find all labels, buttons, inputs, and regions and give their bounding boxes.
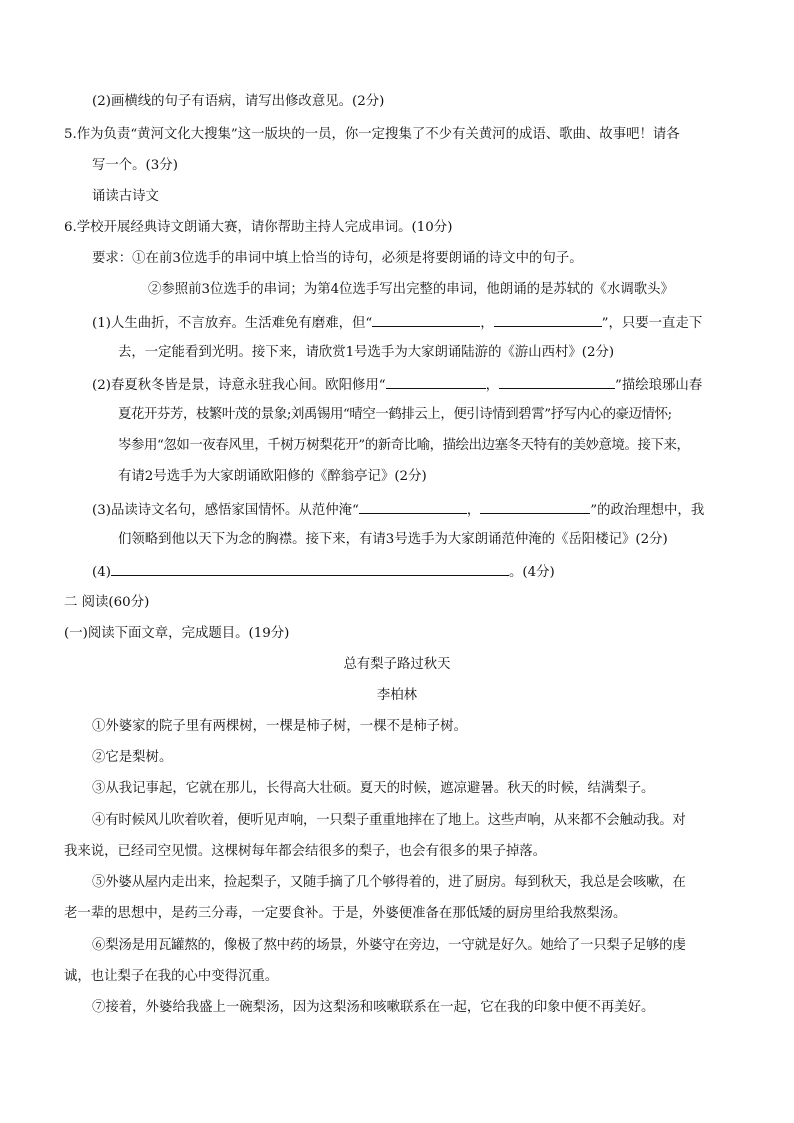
part-2-heading: 二 阅读(60分) [64, 595, 150, 610]
answer-blank[interactable] [359, 499, 467, 514]
requirement-1: 要求：①在前3位选手的串词中填上恰当的诗句，必须是将要朗诵的诗文中的句子。 [92, 251, 583, 266]
paragraph-5-line2: 老一辈的思想中，是药三分毒，一定要食补。于是，外婆便准备在那低矮的厨房里给我熬梨汤。 [64, 906, 627, 921]
item-2-text-b: ”描绘琅琊山春 [615, 378, 703, 393]
comma: ， [466, 503, 481, 518]
paragraph-7: ⑦接着，外婆给我盛上一碗梨汤，因为这梨汤和咳嗽联系在一起，它在我的印象中便不再美好。 [92, 1000, 655, 1015]
item-1-line1 [92, 312, 702, 334]
item-4-score: 。(4分) [508, 565, 555, 580]
item-3-line2: 们领略到他以天下为念的胸襟。接下来，有请3号选手为大家朗诵范仲淹的《岳阳楼记》(2分) [118, 532, 668, 547]
paragraph-6-line2: 诚，也让梨子在我的心中变得沉重。 [64, 969, 279, 984]
paragraph-3: ③从我记事起，它就在那儿，长得高大壮硕。夏天的时候，遮凉避暑。秋天的时候，结满梨子。 [92, 781, 655, 796]
part-2-section-1: (一)阅读下面文章，完成题目。(19分) [64, 626, 290, 641]
answer-blank[interactable] [372, 312, 480, 327]
answer-blank[interactable] [111, 561, 509, 576]
paragraph-4-line1: ④有时候风儿吹着吹着，便听见声响，一只梨子重重地摔在了地上。这些声响，从来都不会触动我。对 [92, 813, 686, 828]
paragraph-4-line2: 我来说，已经司空见惯。这棵树每年都会结很多的梨子，也会有很多的果子掉落。 [64, 844, 547, 859]
paragraph-2: ②它是梨树。 [92, 750, 173, 765]
question-4-2: (2)画横线的句子有语病，请写出修改意见。(2分) [92, 94, 385, 109]
question-6: 6.学校开展经典诗文朗诵大赛，请你帮助主持人完成串词。(10分) [64, 220, 453, 235]
question-5-line2: 写一个。(3分) [92, 158, 178, 173]
answer-blank[interactable] [480, 499, 590, 514]
comma: ， [480, 316, 494, 331]
item-1-text-b: ”，只要一直走下 [601, 316, 703, 331]
item-2-line1 [92, 374, 702, 396]
paragraph-6-line1: ⑥梨汤是用瓦罐熬的，像极了熬中药的场景，外婆守在旁边，一守就是好久。她给了一只梨子足够的虔 [92, 938, 686, 953]
paragraph-5-line1: ⑤外婆从屋内走出来，捡起梨子，又随手摘了几个够得着的，进了厨房。每到秋天，我总是会咳嗽，在 [92, 875, 686, 890]
section-heading-poetry: 诵读古诗文 [92, 189, 159, 204]
item-4-label: (4) [92, 565, 111, 580]
article-title: 总有梨子路过秋天 [343, 657, 451, 672]
paragraph-1: ①外婆家的院子里有两棵树，一棵是柿子树，一棵不是柿子树。 [92, 719, 467, 734]
requirement-2: ②参照前3位选手的串词；为第4位选手写出完整的串词，他朗诵的是苏轼的《水调歌头》 [148, 282, 674, 297]
item-3-text-a: (3)品读诗文名句，感悟家国情怀。从范仲淹“ [92, 503, 359, 518]
item-3-text-b: ”的政治理想中，我 [590, 503, 705, 518]
answer-blank[interactable] [499, 374, 615, 389]
item-2-text-a: (2)春夏秋冬皆是景，诗意永驻我心间。欧阳修用“ [92, 378, 386, 393]
item-2-line2: 夏花开芬芳，枝繁叶茂的景象;刘禹锡用“晴空一鹤排云上，便引诗情到碧霄”抒写内心的豪迈情怀; [118, 407, 672, 422]
question-5-line1: 5.作为负责“黄河文化大搜集”这一版块的一员，你一定搜集了不少有关黄河的成语、歌曲、故事吧！请各 [64, 127, 680, 142]
comma: ， [485, 378, 500, 393]
item-1-text-a: (1)人生曲折，不言放弃。生活难免有磨难，但“ [92, 316, 373, 331]
item-1-line2: 去，一定能看到光明。接下来，请欣赏1号选手为大家朗诵陆游的《游山西村》(2分) [118, 345, 615, 360]
item-3-line1 [92, 499, 704, 521]
item-4-line [92, 561, 555, 583]
article-author: 李柏林 [376, 688, 418, 703]
item-2-line3: 岑参用“忽如一夜春风里，千树万树梨花开”的新奇比喻，描绘出边塞冬天特有的美妙意境。接下来， [118, 438, 690, 453]
answer-blank[interactable] [494, 312, 602, 327]
answer-blank[interactable] [386, 374, 486, 389]
item-2-line4: 有请2号选手为大家朗诵欧阳修的《醉翁亭记》(2分) [118, 469, 427, 484]
